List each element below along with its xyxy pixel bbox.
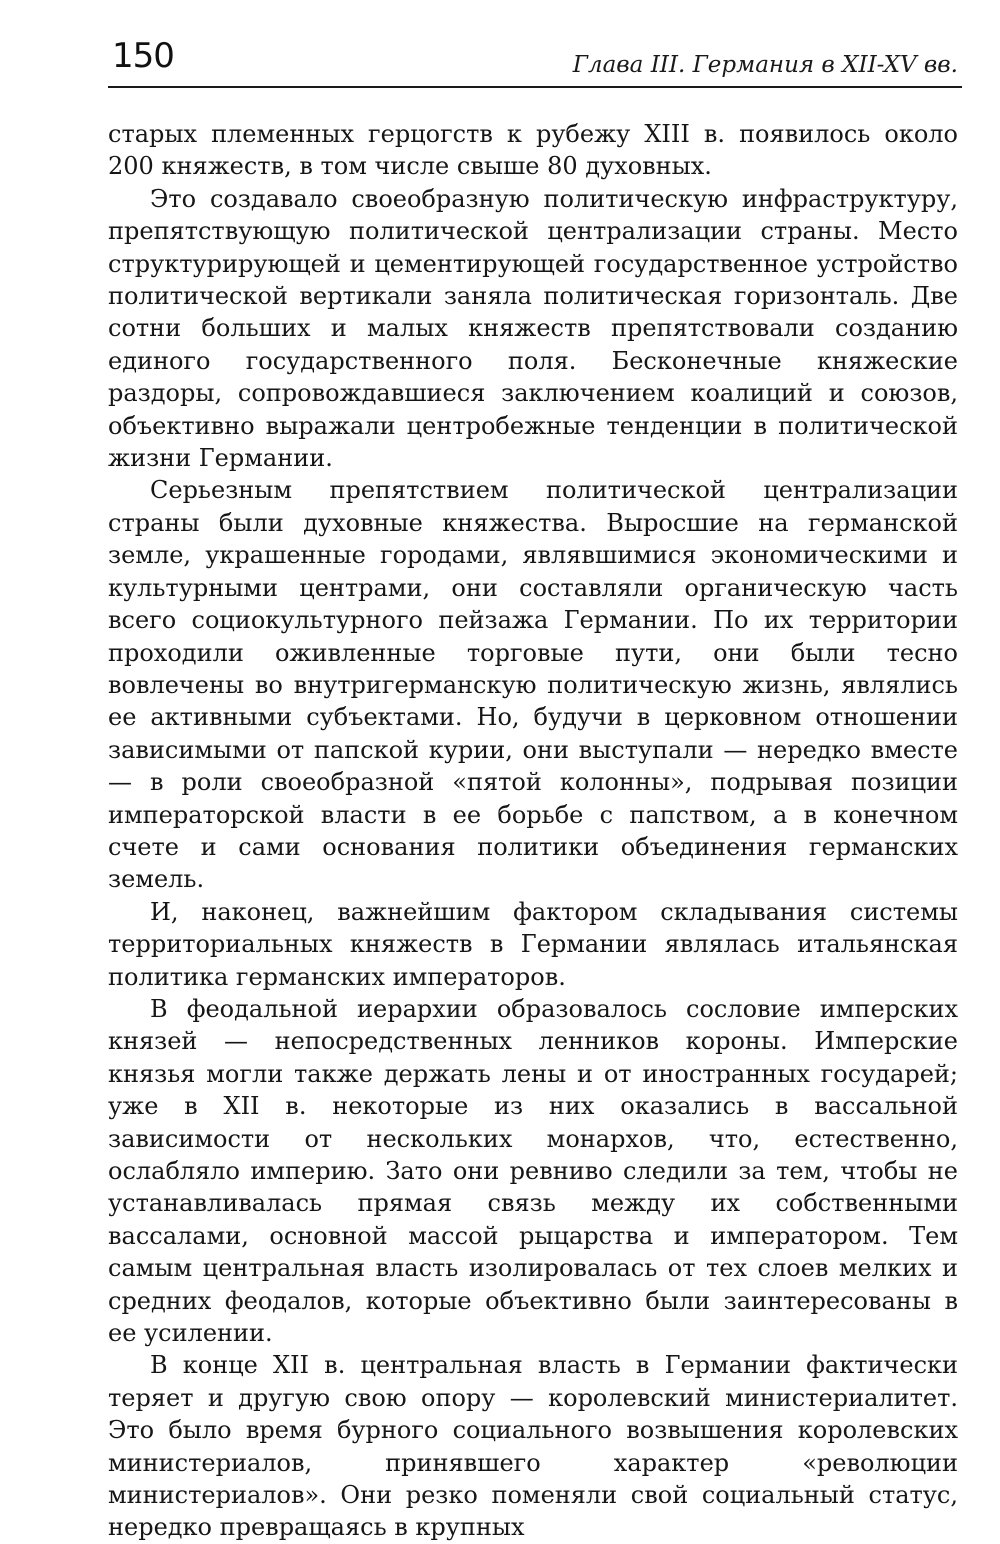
body-text <box>108 118 958 1544</box>
paragraph: И, наконец, важнейшим фактором складывания системы территориальных княжеств в Германии являлась итальянская политика германских императоров. <box>108 897 958 991</box>
page-number: 150 <box>112 36 174 76</box>
paragraph: Серьезным препятствием политической централизации страны были духовные княжества. Выросшие на германской земле, украшенные городами, являвшимися экономическими и культурными центрами, они составляли органическую часть всего социокультурного пейзажа Германии. По их территории проходили оживленные торговые пути, они были тесно вовлечены во внутригерманскую политическую жизнь, являлись ее активными субъектами. Но, будучи в церковном отношении зависимыми от папской курии, они выступали — нередко вместе — в роли своеобразной «пятой колонны», подрывая позиции императорской власти в ее борьбе с папством, а в конечном счете и сами основания политики объединения германских земель. <box>108 476 958 894</box>
paragraph: Это создавало своеобразную политическую инфраструктуру, препятствующую политической централизации страны. Место структурирующей и цементирующей государственное устройство политической вертикали заняла политическая горизонталь. Две сотни больших и малых княжеств препятствовали созданию единого государственного поля. Бесконечные княжеские раздоры, сопровождавшиеся заключением коалиций и союзов, объективно выражали центробежные тенденции в политической жизни Германии. <box>108 184 958 473</box>
paragraph: В феодальной иерархии образовалось сословие имперских князей — непосредственных ленников короны. Имперские князья могли также держать лены и от иностранных государей; уже в XII в. некоторые из них оказались в вассальной зависимости от нескольких монархов, что, естественно, ослабляло империю. Зато они ревниво следили за тем, чтобы не устанавливалась прямая связь между их собственными вассалами, основной массой рыцарства и императором. Тем самым центральная власть изолировалась от тех слоев мелких и средних феодалов, которые объективно были заинтересованы в ее усилении. <box>108 994 958 1348</box>
paragraph: В конце XII в. центральная власть в Германии фактически теряет и другую свою опору — королевский министериалитет. Это было время бурного социального возвышения королевских министериалов, принявшего характер «революции министериалов». Они резко поменяли свой социальный статус, нередко превращаясь в крупных <box>108 1351 958 1542</box>
paragraph-continued: старых племенных герцогств к рубежу XIII в. появилось около 200 княжеств, в том числе свыше 80 духовных. <box>108 120 958 181</box>
chapter-title: Глава III. Германия в XII-XV вв. <box>572 52 958 78</box>
running-header <box>108 34 962 88</box>
